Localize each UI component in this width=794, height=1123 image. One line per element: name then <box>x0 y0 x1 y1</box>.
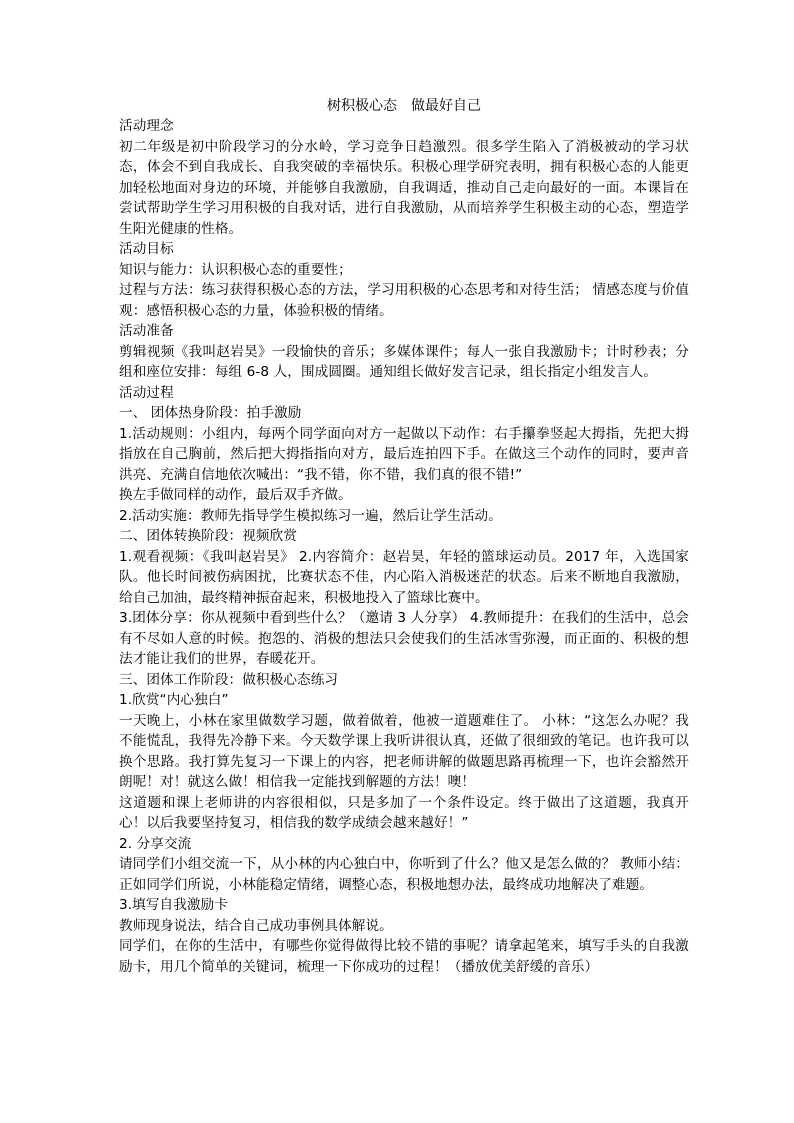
section-heading: 活动目标 <box>119 241 174 257</box>
paragraph: 换左手做同样的动作，最后双手齐做。 <box>119 487 352 503</box>
paragraph: 剪辑视频《我叫赵岩昊》一段愉快的音乐；多媒体课件；每人一张自我激励卡；计时秒表；分组和座位安排：每组 6-8 人，围成圆圈。通知组长做好发言记录，组长指定小组发言人。 <box>119 343 689 380</box>
stage-heading: 三、团体工作阶段：做积极心态练习 <box>119 671 339 688</box>
paragraph: 初二年级是初中阶段学习的分水岭，学习竞争日趋激烈。很多学生陷入了消极被动的学习状态，体会不到自我成长、自我突破的幸福快乐。积极心理学研究表明，拥有积极心态的人能更加轻松地面对身边的环境，并能够自我激励，自我调适，推动自己走向最好的一面。本课旨在尝试帮助学生学习用积极的自我对话，进行自我激励，从而培养学生积极主动的心态，塑造学生阳光健康的性格。 <box>119 138 689 237</box>
section-heading: 活动理念 <box>119 118 174 134</box>
paragraph: 这道题和课上老师讲的内容很相似，只是多加了一个条件设定。终于做出了这道题，我真开心！以后我要坚持复习，相信我的数学成绩会越来越好！” <box>119 794 689 831</box>
paragraph: 一天晚上，小林在家里做数学习题，做着做着，他被一道题难住了。 小林：“这怎么办呢？我不能慌乱，我得先冷静下来。今天数学课上我听讲很认真，还做了很细致的笔记。也许我可以换个思路。我打算先复习一下课上的内容，把老师讲解的做题思路再梳理一下，也许会豁然开朗呢！对！就这么做！相信我一定能找到解题的方法！噢！ <box>119 712 689 790</box>
paragraph: 2. 分享交流 <box>119 835 192 852</box>
section-heading: 活动准备 <box>119 323 174 339</box>
paragraph: 同学们，在你的生活中，有哪些你觉得做得比较不错的事呢？请拿起笔来，填写手头的自我激励卡，用几个简单的关键词，梳理一下你成功的过程！（播放优美舒缓的音乐） <box>119 938 689 975</box>
paragraph: 2.活动实施：教师先指导学生模拟练习一遍，然后让学生活动。 <box>119 507 502 524</box>
paragraph: 3.团体分享：你从视频中看到些什么？（邀请 3 人分享） 4.教师提升：在我们的生活中，总会有不尽如人意的时候。抱怨的、消极的想法只会使我们的生活冰雪弥漫，而正面的、积极的想法才能让我们的世界，春暖花开。 <box>119 610 689 667</box>
paragraph: 过程与方法：练习获得积极心态的方法，学习用积极的心态思考和对待生活； 情感态度与价值观：感悟积极心态的力量，体验积极的情绪。 <box>119 282 689 319</box>
section-heading: 活动过程 <box>119 384 174 401</box>
stage-heading: 一、 团体热身阶段：拍手激励 <box>119 405 302 421</box>
paragraph: 1.欣赏“内心独白” <box>119 692 229 708</box>
paragraph: 知识与能力：认识积极心态的重要性； <box>119 261 352 278</box>
paragraph: 请同学们小组交流一下，从小林的内心独白中，你听到了什么？他又是怎么做的？ 教师小结：正如同学们所说，小林能稳定情绪，调整心态，积极地想办法，最终成功地解决了难题。 <box>119 856 689 893</box>
paragraph: 3.填写自我激励卡 <box>119 897 229 913</box>
document-page <box>119 96 689 977</box>
stage-heading: 二、团体转换阶段：视频欣赏 <box>119 528 298 544</box>
paragraph: 教师现身说法，结合自己成功事例具体解说。 <box>119 917 393 934</box>
document-body <box>119 116 689 977</box>
paragraph: 1.观看视频：《我叫赵岩昊》 2.内容简介：赵岩昊，年轻的篮球运动员。2017 年，入选国家队。他长时间被伤病困扰，比赛状态不佳，内心陷入消极迷茫的状态。后来不断地自我激励，给自己加油，最终精神振奋起来，积极地投入了篮球比赛中。 <box>119 548 689 606</box>
document-title: 树积极心态 做最好自己 <box>327 98 481 114</box>
paragraph: 1.活动规则：小组内，每两个同学面向对方一起做以下动作：右手攥拳竖起大拇指，先把大拇指放在自己胸前，然后把大拇指指向对方，最后连拍四下手。在做这三个动作的同时，要声音洪亮、充满自信地依次喊出：“我不错，你不错，我们真的很不错!” <box>119 425 689 483</box>
